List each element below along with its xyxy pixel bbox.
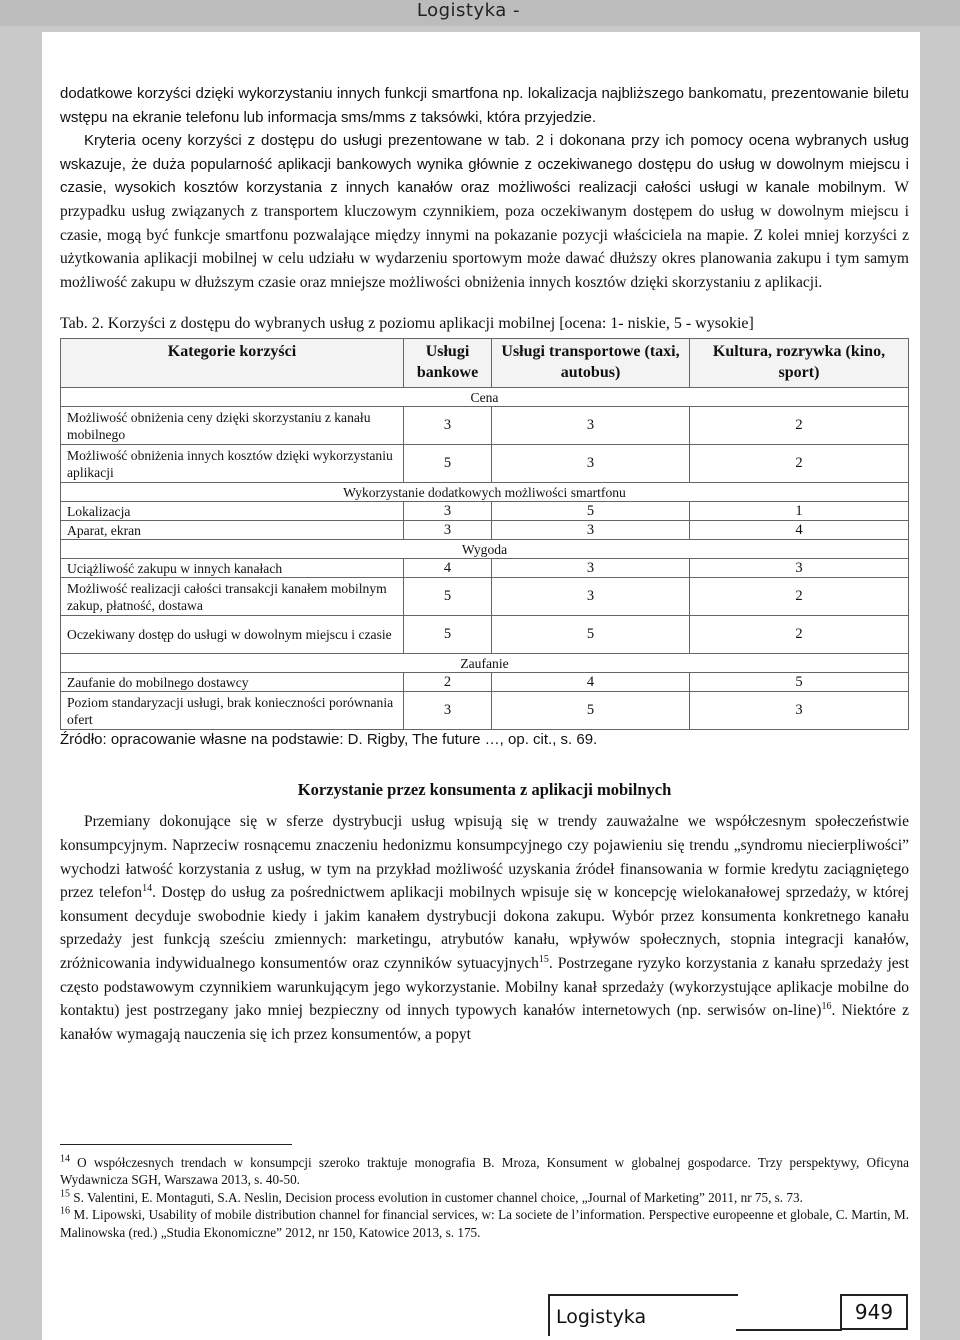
section-paragraph xyxy=(60,810,909,1046)
table-cell-label: Poziom standaryzacji usługi, brak konieczności porównania ofert xyxy=(61,692,404,730)
table-row xyxy=(61,616,909,654)
table-cell-value: 3 xyxy=(492,578,690,616)
header-transport: Usługi transportowe (taxi, autobus) xyxy=(492,339,690,388)
header-banking: Usługi bankowe xyxy=(404,339,492,388)
table-cell-label: Zaufanie do mobilnego dostawcy xyxy=(61,673,404,692)
footnote-14 xyxy=(60,1154,909,1189)
table-cell-value: 5 xyxy=(404,445,492,483)
header-culture: Kultura, rozrywka (kino, sport) xyxy=(690,339,909,388)
table-row xyxy=(61,559,909,578)
footnote-text: M. Lipowski, Usability of mobile distribution channel for financial services, w: La societe de l’information. Perspective europeenne et globale, C. Martin, M. Malinowska (red.) „Studia Ekonomiczne” 2012, nr 150, Katowice 2013, s. 175. xyxy=(60,1207,909,1240)
running-title: Logistyka - xyxy=(416,0,520,21)
page xyxy=(42,32,920,1340)
table-row xyxy=(61,692,909,730)
table-source: Źródło: opracowanie własne na podstawie: D. Rigby, The future …, op. cit., s. 69. xyxy=(60,731,598,749)
running-header xyxy=(0,0,960,26)
table-row xyxy=(61,673,909,692)
table-cell-value: 3 xyxy=(404,502,492,521)
footnote-15 xyxy=(60,1189,909,1206)
footnote-num: 16 xyxy=(60,1205,70,1217)
table-group-label: Wykorzystanie dodatkowych możliwości smartfonu xyxy=(61,483,909,502)
table-cell-label: Aparat, ekran xyxy=(61,521,404,540)
footnote-text: S. Valentini, E. Montaguti, S.A. Neslin, Decision process evolution in customer channel choice, „Journal of Marketing” 2011, nr 75, s. 73. xyxy=(70,1189,803,1205)
section-text-d: . Niektóre z kanałów wymagają nauczenia się ich przez konsumentów, a popyt xyxy=(60,1002,910,1043)
footnote-16 xyxy=(60,1206,909,1241)
table-cell-value: 3 xyxy=(690,692,909,730)
section-text-b: . Dostęp do usług za pośrednictwem aplikacji mobilnych wpisuje się w koncepcję wielokanałowej sprzedaży, w której konsument decyduje swobodnie kiedy i jakim kanałem dystrybucji dokona zakupu. Wybór przez konsumenta konkretnego kanału sprzedaży jest funkcją sześciu zmiennych: marketingu, atrybutów kanału, wpływów społecznych, stopnia integracji kanałów, zróżnicowania indywidualnego konsumentów oraz czynników sytuacyjnych xyxy=(60,884,909,972)
paragraph-2-cont: W przypadku usług związanych z transportem kluczowym czynnikiem, poza oczekiwanym dostępem do usług w dowolnym miejscu i czasie, mogą być funkcje smartfonu pozwalające między innymi na pokazanie pozycji właściciela na mapie. Z kolei mniej korzyści z użytkowania aplikacji mobilnej w celu udziału w wydarzeniu sportowym może dawać dłuższy okres planowania zakupu i tym samym możliwość zakupu w dłuższym czasie oraz mniejsze możliwości obniżenia innych kosztów dzięki skorzystaniu z aplikacji. xyxy=(60,179,909,291)
footnote-ref-15: 15 xyxy=(538,953,549,965)
section-text-a: Przemiany dokonujące się w sferze dystrybucji usług wpisują się w trendy zauważalne we współczesnym społeczeństwie konsumpcyjnym. Naprzeciw rosnącemu znaczeniu hedonizmu konsumpcyjnego czy pojawieniu się trendu „syndromu niecierpliwości” wychodzi łatwość korzystania z usług, w tym na przykład możliwość uzyskania źródeł finansowania w formie kredytu zaciągniętego przez telefon xyxy=(60,813,909,902)
table-cell-label: Lokalizacja xyxy=(61,502,404,521)
table-cell-value: 4 xyxy=(404,559,492,578)
table-cell-value: 3 xyxy=(404,521,492,540)
table-cell-value: 3 xyxy=(404,692,492,730)
table-cell-value: 4 xyxy=(690,521,909,540)
table-group-label: Cena xyxy=(61,388,909,407)
table-cell-label: Oczekiwany dostęp do usługi w dowolnym miejscu i czasie xyxy=(61,616,404,654)
table-row xyxy=(61,578,909,616)
table-row xyxy=(61,445,909,483)
table-cell-value: 5 xyxy=(404,578,492,616)
table-header-row xyxy=(61,339,909,388)
table-cell-value: 3 xyxy=(404,407,492,445)
table-cell-value: 2 xyxy=(404,673,492,692)
table-cell-label: Możliwość obniżenia ceny dzięki skorzystaniu z kanału mobilnego xyxy=(61,407,404,445)
table-cell-value: 2 xyxy=(690,407,909,445)
table-cell-label: Uciążliwość zakupu w innych kanałach xyxy=(61,559,404,578)
table-row xyxy=(61,502,909,521)
paragraph-2 xyxy=(60,129,909,294)
table-cell-value: 2 xyxy=(690,578,909,616)
table-cell-value: 3 xyxy=(690,559,909,578)
table-group-label: Wygoda xyxy=(61,540,909,559)
paragraph-1: dodatkowe korzyści dzięki wykorzystaniu innych funkcji smartfona np. lokalizacja najbliższego bankomatu, prezentowanie biletu wstępu na ekranie telefonu lub informacja sms/mms z taksówki, która przyjedzie. xyxy=(60,85,909,126)
table-cell-value: 4 xyxy=(492,673,690,692)
footnote-ref-14: 14 xyxy=(142,882,153,894)
table-group-row xyxy=(61,540,909,559)
footnotes xyxy=(60,1154,909,1241)
footnote-text: O współczesnych trendach w konsumpcji szeroko traktuje monografia B. Mroza, Konsument w globalnej gospodarce. Trzy perspektywy, Oficyna Wydawnicza SGH, Warszawa 2013, s. 40-50. xyxy=(60,1155,909,1188)
table-cell-label: Możliwość obniżenia innych kosztów dzięki wykorzystaniu aplikacji xyxy=(61,445,404,483)
paragraph-2-text: Kryteria oceny korzyści z dostępu do usługi prezentowane w tab. 2 i dokonana przy ich pomocy ocena wybranych usług wskazuje, że duża popularność aplikacji bankowych wynika głównie z oczekiwanego dostępu do usług w dowolnym miejscu i czasie, wysokich kosztów korzystania z innych kanałów oraz możliwości realizacji całości usługi w kanale mobilnym. xyxy=(60,132,909,197)
table-cell-value: 3 xyxy=(492,521,690,540)
content xyxy=(60,82,909,1046)
table-body xyxy=(61,388,909,730)
footnote-divider xyxy=(60,1144,292,1145)
table-group-row xyxy=(61,654,909,673)
table-cell-value: 1 xyxy=(690,502,909,521)
table-cell-value: 5 xyxy=(492,692,690,730)
table-group-row xyxy=(61,388,909,407)
table-cell-label: Możliwość realizacji całości transakcji kanałem mobilnym zakup, płatność, dostawa xyxy=(61,578,404,616)
footnote-num: 14 xyxy=(60,1153,70,1165)
table-row xyxy=(61,521,909,540)
table-cell-value: 5 xyxy=(404,616,492,654)
section-text-c: . Postrzegane ryzyko korzystania z kanału sprzedaży jest często podstawowym czynnikiem warunkującym jego wykorzystanie. Mobilny kanał sprzedaży (wykorzystujące aplikacje mobilne do kontaktu) jest postrzegany jako mniej bezpieczny od innych typowych kanałów internetowych (np. serwisów on-line) xyxy=(60,954,910,1020)
table-caption: Tab. 2. Korzyści z dostępu do wybranych usług z poziomu aplikacji mobilnej [ocena: 1- niskie, 5 - wysokie] xyxy=(60,315,754,333)
table-cell-value: 2 xyxy=(690,445,909,483)
footer-line xyxy=(736,1329,842,1331)
table-row xyxy=(61,407,909,445)
table-cell-value: 5 xyxy=(690,673,909,692)
footer-brand: Logistyka xyxy=(548,1294,738,1336)
section-title: Korzystanie przez konsumenta z aplikacji mobilnych xyxy=(297,780,672,800)
table-cell-value: 3 xyxy=(492,407,690,445)
footnote-ref-16: 16 xyxy=(821,1000,832,1012)
table-cell-value: 3 xyxy=(492,559,690,578)
table-cell-value: 2 xyxy=(690,616,909,654)
table-group-label: Zaufanie xyxy=(61,654,909,673)
table-group-row xyxy=(61,483,909,502)
table-cell-value: 3 xyxy=(492,445,690,483)
table-cell-value: 5 xyxy=(492,616,690,654)
table-cell-value: 5 xyxy=(492,502,690,521)
header-categories: Kategorie korzyści xyxy=(61,339,404,388)
footnote-num: 15 xyxy=(60,1188,70,1200)
page-number: 949 xyxy=(840,1294,908,1330)
benefits-table xyxy=(60,338,909,730)
